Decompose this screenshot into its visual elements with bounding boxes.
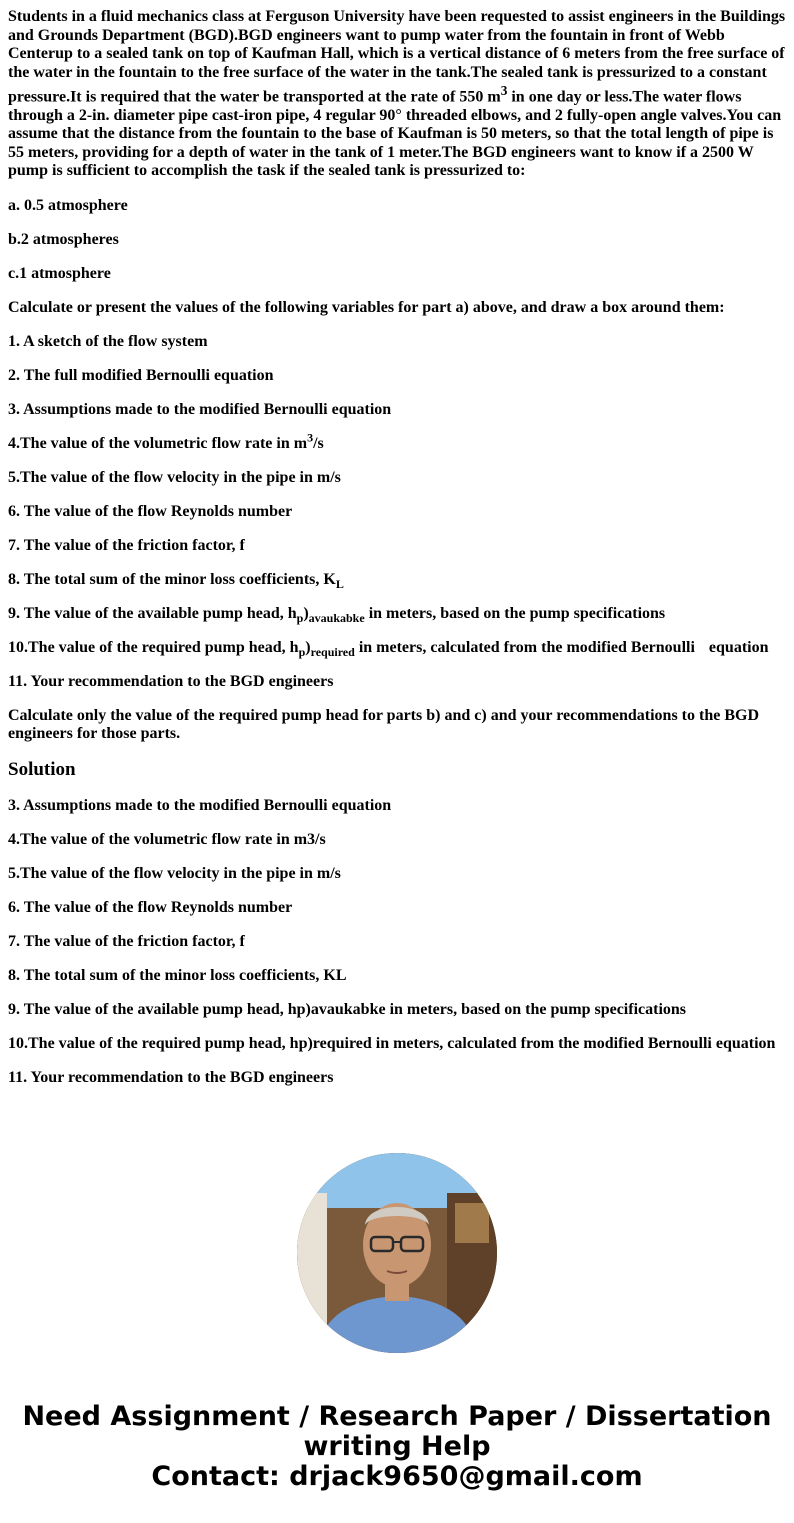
avatar-door-panel xyxy=(455,1203,489,1243)
question-4-unit: /s xyxy=(313,434,324,452)
option-c: c.1 atmosphere xyxy=(8,264,111,282)
solution-item-5: 5.The value of the flow velocity in the pipe in m/s xyxy=(8,864,341,882)
option-b: b.2 atmospheres xyxy=(8,230,119,248)
footer-line-2: writing Help xyxy=(303,1431,491,1462)
question-10-equation-word: equation xyxy=(708,638,769,656)
avatar-portrait-illustration xyxy=(297,1153,497,1353)
question-5: 5.The value of the flow velocity in the pipe in m/s xyxy=(8,468,341,486)
footer-contact: Contact: drjack9650@gmail.com xyxy=(151,1461,643,1492)
author-avatar xyxy=(297,1153,497,1353)
question-4 xyxy=(8,430,786,453)
question-9-sub-p: p xyxy=(296,611,304,626)
instruction-text: Calculate or present the values of the following variables for part a) above, and draw a box around them: xyxy=(8,298,725,316)
intro-text-2: in one day or less.The water flows through a 2-in. diameter pipe cast-iron pipe, 4 regular 90° threaded elbows, and 2 fully-open angle valves.You can assume that the distance from the fountain to the base of Kaufman is 50 meters, so that the total length of pipe is 55 meters, providing for a depth of water in the tank of 1 meter.The BGD engineers want to know if a 2500 W pump is sufficient to accomplish the task if the sealed tank is pressurized to: xyxy=(8,88,782,180)
question-10-sub-p: p xyxy=(298,645,306,660)
solution-heading: Solution xyxy=(8,758,76,780)
question-10-tail: in meters, calculated from the modified Bernoulli xyxy=(354,638,695,656)
footer-line-1: Need Assignment / Research Paper / Dissertation xyxy=(22,1401,772,1432)
question-9-sub-avail: avaukabke xyxy=(308,611,365,626)
question-10-text: 10.The value of the required pump head, h xyxy=(8,638,299,656)
closing-instruction: Calculate only the value of the required pump head for parts b) and c) and your recommendations to the BGD engineers for those parts. xyxy=(8,706,759,742)
question-4-text: 4.The value of the volumetric flow rate in m xyxy=(8,434,308,452)
question-9-paren: ) xyxy=(303,604,309,622)
avatar-wall xyxy=(297,1193,327,1353)
problem-statement xyxy=(8,8,786,181)
question-9-text: 9. The value of the available pump head, h xyxy=(8,604,297,622)
question-9 xyxy=(8,604,786,626)
solution-item-4: 4.The value of the volumetric flow rate in m3/s xyxy=(8,830,326,848)
question-2: 2. The full modified Bernoulli equation xyxy=(8,366,274,384)
question-11: 11. Your recommendation to the BGD engineers xyxy=(8,672,334,690)
option-a: a. 0.5 atmosphere xyxy=(8,196,128,214)
question-1: 1. A sketch of the flow system xyxy=(8,332,208,350)
solution-item-6: 6. The value of the flow Reynolds number xyxy=(8,898,293,916)
solution-item-9: 9. The value of the available pump head, hp)avaukabke in meters, based on the pump specifications xyxy=(8,1000,687,1018)
intro-text-1: Students in a fluid mechanics class at Ferguson University have been requested to assist engineers in the Buildings and Grounds Department (BGD).BGD engineers want to pump water from the fountain in front of Webb Centerup to a sealed tank on top of Kaufman Hall, which is a vertical distance of 6 meters from the free surface of the water in the fountain to the free surface of the water in the tank.The sealed tank is pressurized to a constant pressure.It is required that the water be transported at the rate of 550 m xyxy=(8,8,786,106)
question-7: 7. The value of the friction factor, f xyxy=(8,536,245,554)
solution-item-10: 10.The value of the required pump head, hp)required in meters, calculated from the modified Bernoulli equation xyxy=(8,1034,776,1052)
question-4-sup: 3 xyxy=(307,430,314,445)
question-6: 6. The value of the flow Reynolds number xyxy=(8,502,293,520)
question-10-paren: ) xyxy=(305,638,311,656)
solution-item-3: 3. Assumptions made to the modified Bernoulli equation xyxy=(8,796,392,814)
question-9-tail: in meters, based on the pump specifications xyxy=(364,604,666,622)
solution-item-8: 8. The total sum of the minor loss coefficients, KL xyxy=(8,966,347,984)
question-3: 3. Assumptions made to the modified Bernoulli equation xyxy=(8,400,392,418)
solution-item-7: 7. The value of the friction factor, f xyxy=(8,932,245,950)
contact-footer xyxy=(0,1402,794,1492)
solution-item-11: 11. Your recommendation to the BGD engineers xyxy=(8,1068,334,1086)
question-10-sub-required: required xyxy=(310,645,355,660)
intro-superscript: 3 xyxy=(500,83,508,98)
question-8 xyxy=(8,570,786,592)
question-8-text: 8. The total sum of the minor loss coefficients, K xyxy=(8,570,336,588)
question-10 xyxy=(8,638,786,660)
question-8-sub: L xyxy=(335,577,344,592)
